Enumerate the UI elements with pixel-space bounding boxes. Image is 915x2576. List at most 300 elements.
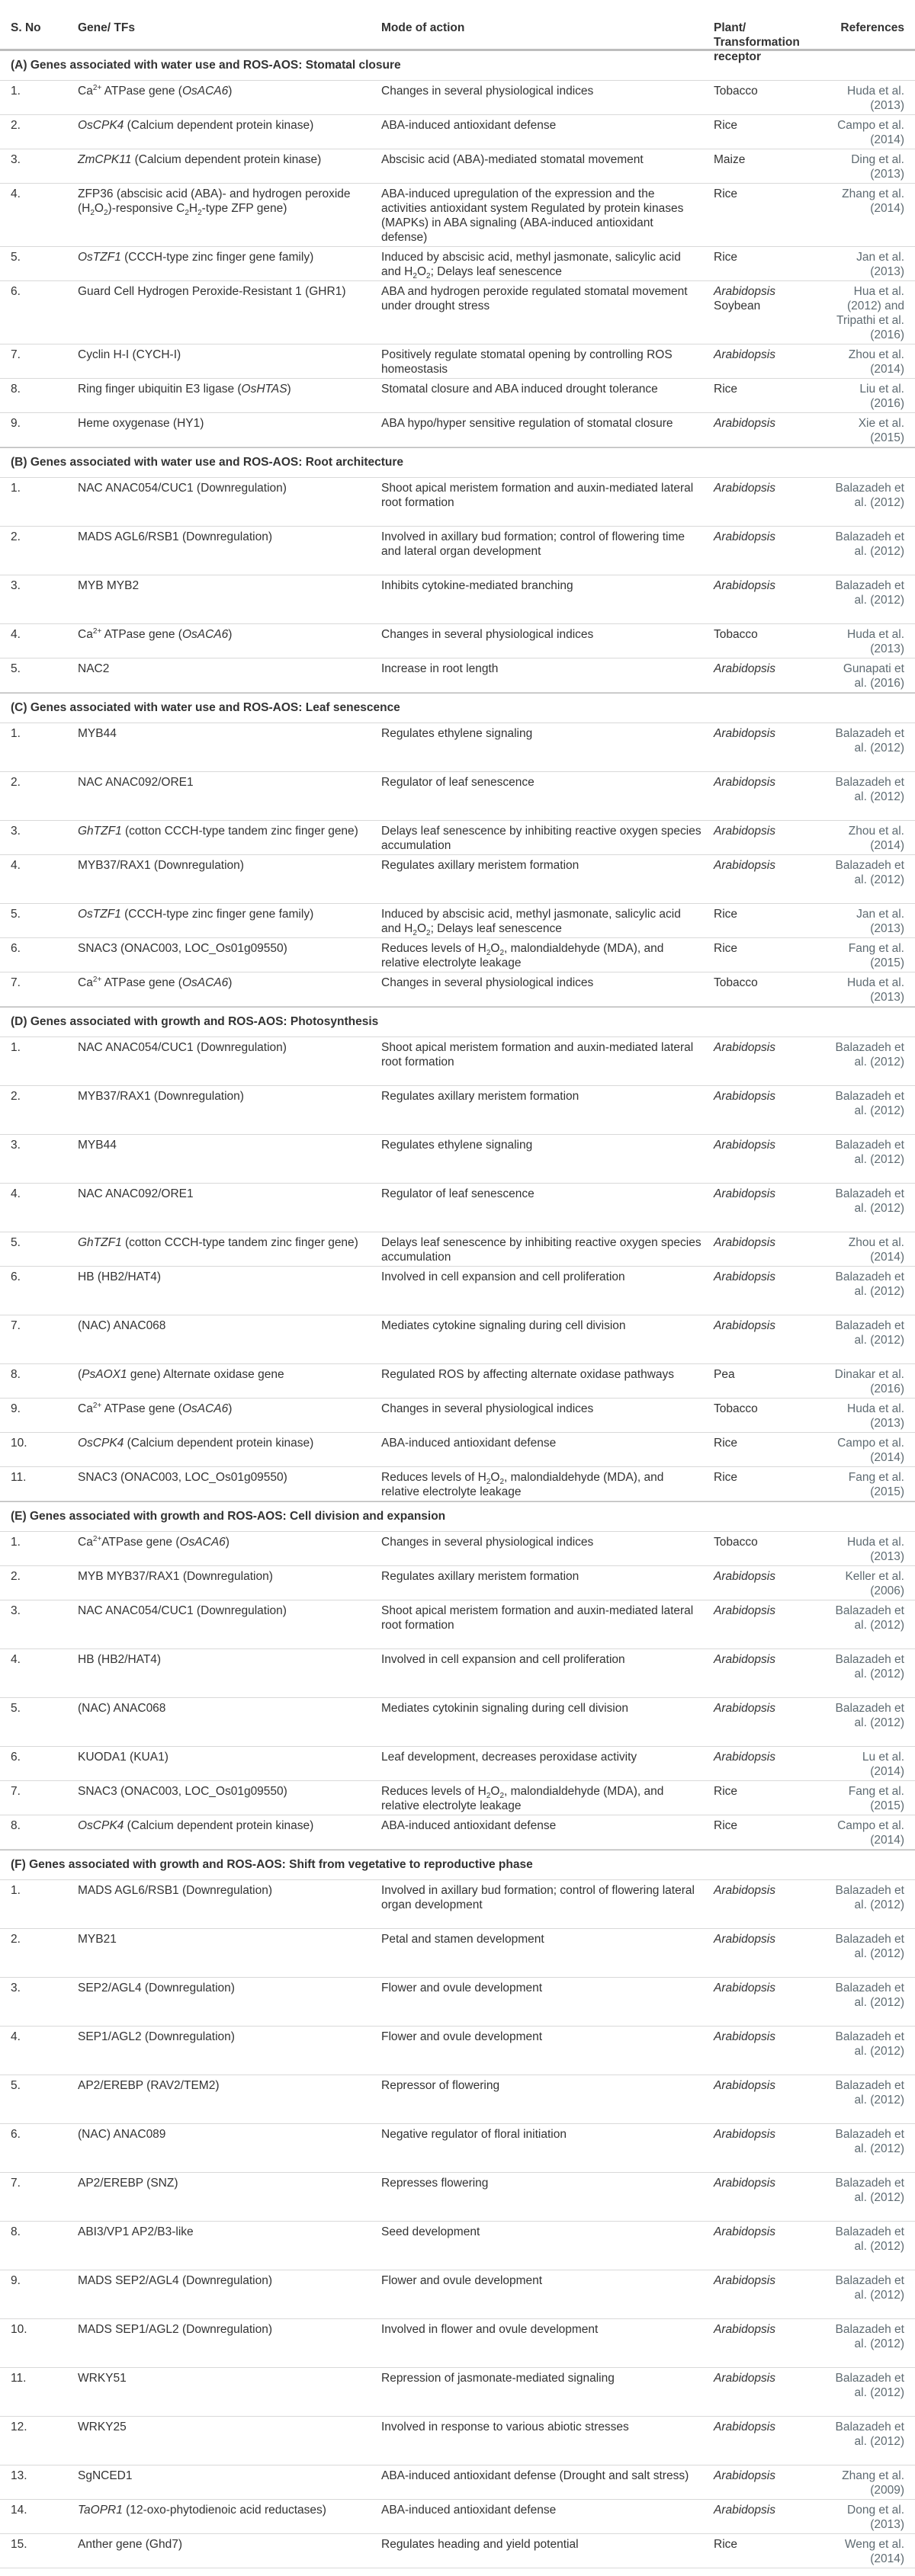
cell-plant: Rice bbox=[714, 1437, 738, 1450]
cell-mode: Flower and ovule development bbox=[381, 1982, 543, 1994]
table-body bbox=[0, 50, 915, 2568]
cell-ref: Huda et al. (2013) bbox=[847, 1536, 904, 1563]
table-row bbox=[0, 723, 915, 772]
cell-gene: SgNCED1 bbox=[78, 2469, 133, 2482]
cell-plant: Pea bbox=[714, 1368, 735, 1381]
cell-sno: 6. bbox=[11, 1270, 21, 1283]
cell-sno: 3. bbox=[11, 579, 21, 592]
table-row bbox=[0, 281, 915, 344]
table-row bbox=[0, 115, 915, 149]
cell-sno: 2. bbox=[11, 119, 21, 132]
cell-sno: 2. bbox=[11, 1090, 21, 1103]
cell-gene: MYB21 bbox=[78, 1933, 117, 1946]
cell-mode: Regulates heading and yield potential bbox=[381, 2538, 579, 2551]
cell-plant: Arabidopsis bbox=[714, 1090, 775, 1103]
cell-plant: Arabidopsis bbox=[714, 2274, 775, 2287]
cell-ref: Huda et al. (2013) bbox=[847, 628, 904, 655]
cell-sno: 5. bbox=[11, 908, 21, 921]
cell-ref: Balazadeh et al. (2012) bbox=[835, 1653, 904, 1680]
cell-ref: Balazadeh et al. (2012) bbox=[835, 1702, 904, 1729]
cell-ref: Balazadeh et al. (2012) bbox=[835, 2372, 904, 2399]
table-row bbox=[0, 247, 915, 281]
cell-gene: NAC ANAC054/CUC1 (Downregulation) bbox=[78, 1041, 287, 1054]
cell-plant: Arabidopsis bbox=[714, 1041, 775, 1054]
table-row bbox=[0, 1781, 915, 1815]
cell-sno: 3. bbox=[11, 1139, 21, 1152]
cell-ref: Balazadeh et al. (2012) bbox=[835, 776, 904, 803]
table-row bbox=[0, 1467, 915, 1501]
table-row bbox=[0, 1184, 915, 1232]
cell-plant: Arabidopsis bbox=[714, 2323, 775, 2336]
cell-mode: Shoot apical meristem formation and auxin-mediated lateral root formation bbox=[381, 482, 694, 509]
cell-plant: Arabidopsis bbox=[714, 2128, 775, 2141]
cell-ref: Campo et al. (2014) bbox=[837, 1819, 904, 1847]
cell-ref: Ding et al. (2013) bbox=[851, 153, 904, 181]
cell-gene: NAC ANAC054/CUC1 (Downregulation) bbox=[78, 482, 287, 495]
cell-sno: 1. bbox=[11, 1041, 21, 1054]
table-row bbox=[0, 1815, 915, 1850]
cell-plant: Arabidopsis bbox=[714, 2177, 775, 2190]
cell-plant: Tobacco bbox=[714, 1402, 758, 1415]
cell-sno: 2. bbox=[11, 1933, 21, 1946]
cell-gene: $Ca^{2+}$ ATPase gene (OsACA6) bbox=[78, 626, 233, 641]
cell-ref: Balazadeh et al. (2012) bbox=[835, 2030, 904, 2058]
cell-mode: ABA and hydrogen peroxide regulated stomatal movement under drought stress bbox=[381, 285, 688, 312]
cell-sno: 12. bbox=[11, 2421, 27, 2433]
cell-plant: Rice bbox=[714, 908, 738, 921]
cell-mode: ABA-induced antioxidant defense bbox=[381, 1437, 557, 1450]
cell-mode: Regulates ethylene signaling bbox=[381, 727, 533, 740]
cell-plant: Arabidopsis bbox=[714, 1139, 775, 1152]
cell-plant: Arabidopsis bbox=[714, 776, 775, 789]
cell-sno: 1. bbox=[11, 727, 21, 740]
cell-gene: Guard Cell Hydrogen Peroxide-Resistant 1 (GHR1) bbox=[78, 285, 346, 298]
table-row bbox=[0, 1315, 915, 1364]
cell-mode: ABA hypo/hyper sensitive regulation of stomatal closure bbox=[381, 417, 673, 430]
cell-ref: Dinakar et al. (2016) bbox=[834, 1368, 904, 1395]
section-title: (C) Genes associated with water use and ROS-AOS: Leaf senescence bbox=[11, 701, 400, 714]
cell-gene: WRKY51 bbox=[78, 2372, 127, 2385]
cell-plant: Arabidopsis bbox=[714, 348, 775, 361]
table-row bbox=[0, 772, 915, 821]
table-row bbox=[0, 184, 915, 247]
cell-plant: Arabidopsis bbox=[714, 417, 775, 430]
cell-gene: OsCPK4 (Calcium dependent protein kinase) bbox=[78, 1437, 314, 1450]
cell-sno: 3. bbox=[11, 1604, 21, 1617]
cell-sno: 11. bbox=[11, 1471, 27, 1484]
cell-ref: Balazadeh et al. (2012) bbox=[835, 2079, 904, 2107]
cell-plant: Arabidopsis bbox=[714, 1933, 775, 1946]
cell-sno: 6. bbox=[11, 2128, 21, 2141]
cell-plant: Rice bbox=[714, 1471, 738, 1484]
cell-sno: 9. bbox=[11, 2274, 21, 2287]
cell-gene: MYB MYB37/RAX1 (Downregulation) bbox=[78, 1570, 273, 1583]
table-row bbox=[0, 1267, 915, 1315]
cell-sno: 10. bbox=[11, 1437, 27, 1450]
header-sno: S. No bbox=[11, 21, 41, 34]
cell-mode: Changes in several physiological indices bbox=[381, 976, 594, 989]
cell-mode: Positively regulate stomatal opening by controlling ROS homeostasis bbox=[381, 348, 673, 376]
cell-mode: Mediates cytokine signaling during cell division bbox=[381, 1319, 626, 1332]
section-title: (F) Genes associated with growth and ROS-AOS: Shift from vegetative to reproductive phase bbox=[11, 1858, 533, 1871]
cell-gene: MADS AGL6/RSB1 (Downregulation) bbox=[78, 530, 273, 543]
cell-gene: OsCPK4 (Calcium dependent protein kinase) bbox=[78, 1819, 314, 1832]
cell-ref: Balazadeh et al. (2012) bbox=[835, 2323, 904, 2350]
table-row bbox=[0, 1649, 915, 1698]
cell-gene: ABI3/VP1 AP2/B3-like bbox=[78, 2225, 194, 2238]
cell-plant: Arabidopsis bbox=[714, 579, 775, 592]
table-row bbox=[0, 2222, 915, 2270]
cell-plant: Tobacco bbox=[714, 976, 758, 989]
cell-ref: Balazadeh et al. (2012) bbox=[835, 2274, 904, 2302]
cell-mode: Abscisic acid (ABA)-mediated stomatal movement bbox=[381, 153, 644, 166]
cell-ref: Balazadeh et al. (2012) bbox=[835, 1982, 904, 2009]
cell-mode: Reduces levels of $H_2O_2$, malondialdehyde (MDA), and relative electrolyte leakage bbox=[381, 1471, 664, 1498]
cell-plant: Arabidopsis bbox=[714, 1653, 775, 1666]
cell-ref: Balazadeh et al. (2012) bbox=[835, 2421, 904, 2448]
cell-plant: Arabidopsis bbox=[714, 1270, 775, 1283]
cell-gene: (PsAOX1 gene) Alternate oxidase gene bbox=[78, 1368, 284, 1381]
cell-plant: Arabidopsis bbox=[714, 482, 775, 495]
table-row bbox=[0, 2075, 915, 2124]
cell-ref: Hua et al. (2012) and Tripathi et al. (2016) bbox=[836, 285, 904, 341]
cell-plant: Tobacco bbox=[714, 628, 758, 641]
table-row bbox=[0, 1232, 915, 1267]
cell-mode: ABA-induced antioxidant defense (Drought and salt stress) bbox=[381, 2469, 689, 2482]
cell-sno: 3. bbox=[11, 153, 21, 166]
cell-mode: ABA-induced antioxidant defense bbox=[381, 1819, 557, 1832]
cell-sno: 15. bbox=[11, 2538, 27, 2551]
cell-gene: NAC ANAC054/CUC1 (Downregulation) bbox=[78, 1604, 287, 1617]
cell-plant: Arabidopsis bbox=[714, 859, 775, 872]
cell-sno: 5. bbox=[11, 251, 21, 264]
cell-sno: 3. bbox=[11, 1982, 21, 1994]
section-title: (E) Genes associated with growth and ROS-AOS: Cell division and expansion bbox=[11, 1510, 446, 1523]
cell-ref: Balazadeh et al. (2012) bbox=[835, 2177, 904, 2204]
cell-ref: Huda et al. (2013) bbox=[847, 1402, 904, 1430]
cell-plant: Arabidopsis bbox=[714, 1604, 775, 1617]
cell-sno: 2. bbox=[11, 776, 21, 789]
cell-plant: Arabidopsis bbox=[714, 530, 775, 543]
cell-mode: Shoot apical meristem formation and auxin-mediated lateral root formation bbox=[381, 1041, 694, 1069]
cell-ref: Balazadeh et al. (2012) bbox=[835, 859, 904, 886]
table-row bbox=[0, 1037, 915, 1086]
cell-mode: Flower and ovule development bbox=[381, 2030, 543, 2043]
cell-mode: Represses flowering bbox=[381, 2177, 489, 2190]
cell-ref: Weng et al. (2014) bbox=[844, 2538, 904, 2565]
cell-gene: (NAC) ANAC068 bbox=[78, 1702, 166, 1715]
table-row bbox=[0, 1978, 915, 2027]
cell-gene: NAC2 bbox=[78, 662, 110, 675]
table-row bbox=[0, 1566, 915, 1600]
cell-gene: KUODA1 (KUA1) bbox=[78, 1751, 169, 1764]
cell-mode: Seed development bbox=[381, 2225, 480, 2238]
cell-gene: (NAC) ANAC068 bbox=[78, 1319, 166, 1332]
cell-gene: Cyclin H-I (CYCH-I) bbox=[78, 348, 181, 361]
cell-sno: 1. bbox=[11, 85, 21, 98]
cell-sno: 4. bbox=[11, 1187, 21, 1200]
cell-ref: Zhou et al. (2014) bbox=[848, 1236, 904, 1264]
cell-sno: 6. bbox=[11, 942, 21, 955]
cell-gene: $Ca^{2+}$ ATPase gene (OsACA6) bbox=[78, 1401, 233, 1415]
table-row bbox=[0, 478, 915, 527]
cell-mode: Reduces levels of $H_2O_2$, malondialdehyde (MDA), and relative electrolyte leakage bbox=[381, 1785, 664, 1812]
table-row bbox=[0, 379, 915, 413]
cell-gene: NAC ANAC092/ORE1 bbox=[78, 1187, 194, 1200]
cell-plant: Arabidopsis bbox=[714, 727, 775, 740]
cell-ref: Xie et al. (2015) bbox=[858, 417, 904, 444]
cell-mode: Regulates ethylene signaling bbox=[381, 1139, 533, 1152]
table-row bbox=[0, 1600, 915, 1649]
table-row bbox=[0, 1399, 915, 1433]
cell-gene: WRKY25 bbox=[78, 2421, 127, 2433]
cell-ref: Zhou et al. (2014) bbox=[848, 825, 904, 852]
table-row bbox=[0, 1135, 915, 1184]
cell-ref: Fang et al. (2015) bbox=[848, 1785, 904, 1812]
cell-ref: Balazadeh et al. (2012) bbox=[835, 1041, 904, 1069]
table-row bbox=[0, 1433, 915, 1467]
cell-ref: Jan et al. (2013) bbox=[856, 251, 904, 278]
table-row bbox=[0, 2124, 915, 2173]
cell-sno: 4. bbox=[11, 187, 21, 200]
table-row bbox=[0, 1880, 915, 1929]
cell-gene: HB (HB2/HAT4) bbox=[78, 1653, 162, 1666]
cell-sno: 4. bbox=[11, 1653, 21, 1666]
cell-mode: Regulator of leaf senescence bbox=[381, 776, 535, 789]
table-row bbox=[0, 624, 915, 658]
cell-sno: 10. bbox=[11, 2323, 27, 2336]
table-row bbox=[0, 904, 915, 938]
cell-gene: $Ca^{2+}$ ATPase gene (OsACA6) bbox=[78, 975, 233, 989]
cell-mode: Mediates cytokinin signaling during cell division bbox=[381, 1702, 628, 1715]
table-row bbox=[0, 2500, 915, 2534]
cell-sno: 4. bbox=[11, 2030, 21, 2043]
cell-gene: GhTZF1 (cotton CCCH-type tandem zinc finger gene) bbox=[78, 1236, 358, 1249]
cell-sno: 5. bbox=[11, 1702, 21, 1715]
cell-gene: OsTZF1 (CCCH-type zinc finger gene family) bbox=[78, 908, 314, 921]
cell-plant: Rice bbox=[714, 383, 738, 396]
table-row bbox=[0, 1929, 915, 1978]
cell-plant: Arabidopsis Soybean bbox=[714, 285, 775, 312]
cell-ref: Balazadeh et al. (2012) bbox=[835, 1319, 904, 1347]
cell-mode: Delays leaf senescence by inhibiting reactive oxygen species accumulation bbox=[381, 825, 702, 852]
table-row bbox=[0, 1698, 915, 1747]
cell-ref: Balazadeh et al. (2012) bbox=[835, 1604, 904, 1632]
cell-gene: MYB MYB2 bbox=[78, 579, 140, 592]
cell-gene: Ring finger ubiquitin E3 ligase (OsHTAS) bbox=[78, 383, 291, 396]
cell-plant: Arabidopsis bbox=[714, 1884, 775, 1897]
cell-plant: Tobacco bbox=[714, 85, 758, 98]
cell-mode: ABA-induced antioxidant defense bbox=[381, 2504, 557, 2517]
cell-sno: 7. bbox=[11, 976, 21, 989]
cell-mode: Negative regulator of floral initiation bbox=[381, 2128, 567, 2141]
cell-plant: Arabidopsis bbox=[714, 1187, 775, 1200]
cell-mode: Involved in axillary bud formation; control of flowering time and lateral organ development bbox=[381, 530, 685, 558]
cell-plant: Arabidopsis bbox=[714, 1982, 775, 1994]
cell-gene: (NAC) ANAC089 bbox=[78, 2128, 166, 2141]
cell-mode: Regulator of leaf senescence bbox=[381, 1187, 535, 1200]
cell-ref: Balazadeh et al. (2012) bbox=[835, 2225, 904, 2253]
cell-gene: AP2/EREBP (SNZ) bbox=[78, 2177, 178, 2190]
cell-gene: $Ca^{2+}ATPase$ gene (OsACA6) bbox=[78, 1534, 230, 1549]
cell-plant: Arabidopsis bbox=[714, 1702, 775, 1715]
section-header bbox=[0, 1007, 915, 1037]
cell-mode: Inhibits cytokine-mediated branching bbox=[381, 579, 573, 592]
section-title: (D) Genes associated with growth and ROS-AOS: Photosynthesis bbox=[11, 1015, 379, 1028]
cell-ref: Campo et al. (2014) bbox=[837, 1437, 904, 1464]
cell-ref: Campo et al. (2014) bbox=[837, 119, 904, 146]
cell-gene: OsCPK4 (Calcium dependent protein kinase) bbox=[78, 119, 314, 132]
cell-ref: Lu et al. (2014) bbox=[862, 1751, 904, 1778]
table-row bbox=[0, 2465, 915, 2500]
table-row bbox=[0, 2368, 915, 2417]
header-gene: Gene/ TFs bbox=[78, 21, 135, 34]
cell-ref: Fang et al. (2015) bbox=[848, 942, 904, 969]
cell-sno: 8. bbox=[11, 1819, 21, 1832]
cell-plant: Rice bbox=[714, 187, 738, 200]
cell-mode: Involved in flower and ovule development bbox=[381, 2323, 599, 2336]
cell-mode: Involved in response to various abiotic stresses bbox=[381, 2421, 629, 2433]
cell-mode: Regulates axillary meristem formation bbox=[381, 1570, 580, 1583]
cell-mode: Induced by abscisic acid, methyl jasmonate, salicylic acid and $H_2O_2$; Delays leaf senescence bbox=[381, 251, 681, 281]
cell-plant: Arabidopsis bbox=[714, 1570, 775, 1583]
cell-sno: 2. bbox=[11, 1570, 21, 1583]
cell-plant: Arabidopsis bbox=[714, 2030, 775, 2043]
cell-mode: Changes in several physiological indices bbox=[381, 628, 594, 641]
cell-sno: 1. bbox=[11, 1536, 21, 1549]
cell-gene: GhTZF1 (cotton CCCH-type tandem zinc finger gene) bbox=[78, 825, 358, 838]
table-row bbox=[0, 413, 915, 447]
section-header bbox=[0, 1501, 915, 1532]
table-row bbox=[0, 821, 915, 855]
section-title: (B) Genes associated with water use and ROS-AOS: Root architecture bbox=[11, 456, 404, 469]
cell-ref: Zhang et al. (2014) bbox=[842, 187, 904, 215]
cell-gene: ZFP36 (abscisic acid (ABA)- and hydrogen peroxide $(H_2O_2)$-responsive $C_2H_2$-type ZFP gene) bbox=[78, 187, 351, 218]
cell-gene: MADS SEP2/AGL4 (Downregulation) bbox=[78, 2274, 273, 2287]
cell-gene: Anther gene (Ghd7) bbox=[78, 2538, 183, 2551]
cell-sno: 8. bbox=[11, 2225, 21, 2238]
cell-gene: NAC ANAC092/ORE1 bbox=[78, 776, 194, 789]
cell-mode: Involved in cell expansion and cell proliferation bbox=[381, 1653, 625, 1666]
cell-mode: Regulates axillary meristem formation bbox=[381, 1090, 580, 1103]
cell-ref: Balazadeh et al. (2012) bbox=[835, 727, 904, 755]
cell-ref: Balazadeh et al. (2012) bbox=[835, 2128, 904, 2155]
cell-ref: Balazadeh et al. (2012) bbox=[835, 530, 904, 558]
cell-mode: Reduces levels of $H_2O_2$, malondialdehyde (MDA), and relative electrolyte leakage bbox=[381, 942, 664, 969]
cell-plant: Arabidopsis bbox=[714, 2469, 775, 2482]
cell-gene: SNAC3 (ONAC003, LOC_Os01g09550) bbox=[78, 942, 287, 955]
cell-sno: 8. bbox=[11, 383, 21, 396]
cell-sno: 14. bbox=[11, 2504, 27, 2517]
cell-mode: ABA-induced upregulation of the expression and the activities antioxidant system Regulated by protein kinases (MAPKs) in ABA signaling (ABA-induced antioxidant defense) bbox=[381, 187, 684, 244]
cell-mode: Stomatal closure and ABA induced drought tolerance bbox=[381, 383, 658, 396]
table-row bbox=[0, 972, 915, 1007]
cell-sno: 1. bbox=[11, 482, 21, 495]
cell-plant: Arabidopsis bbox=[714, 825, 775, 838]
cell-ref: Gunapati et al. (2016) bbox=[843, 662, 904, 690]
cell-sno: 13. bbox=[11, 2469, 27, 2482]
table-row bbox=[0, 344, 915, 379]
cell-gene: $Ca^{2+}$ ATPase gene (OsACA6) bbox=[78, 83, 233, 98]
cell-mode: Changes in several physiological indices bbox=[381, 1536, 594, 1549]
cell-plant: Rice bbox=[714, 1819, 738, 1832]
cell-sno: 7. bbox=[11, 2177, 21, 2190]
cell-gene: MYB44 bbox=[78, 727, 117, 740]
cell-ref: Zhang et al. (2009) bbox=[842, 2469, 904, 2497]
cell-plant: Arabidopsis bbox=[714, 1319, 775, 1332]
table-header bbox=[0, 6, 915, 63]
cell-plant: Rice bbox=[714, 251, 738, 264]
table-row bbox=[0, 1364, 915, 1399]
table-row bbox=[0, 2270, 915, 2319]
cell-sno: 7. bbox=[11, 1319, 21, 1332]
cell-ref: Balazadeh et al. (2012) bbox=[835, 1884, 904, 1911]
table-row bbox=[0, 149, 915, 184]
cell-ref: Huda et al. (2013) bbox=[847, 976, 904, 1004]
cell-mode: Changes in several physiological indices bbox=[381, 85, 594, 98]
cell-gene: HB (HB2/HAT4) bbox=[78, 1270, 162, 1283]
cell-mode: Repression of jasmonate-mediated signaling bbox=[381, 2372, 615, 2385]
cell-plant: Rice bbox=[714, 942, 738, 955]
cell-mode: Petal and stamen development bbox=[381, 1933, 544, 1946]
cell-ref: Balazadeh et al. (2012) bbox=[835, 1090, 904, 1117]
cell-ref: Dong et al. (2013) bbox=[847, 2504, 904, 2531]
table-row bbox=[0, 658, 915, 693]
cell-sno: 9. bbox=[11, 417, 21, 430]
cell-ref: Balazadeh et al. (2012) bbox=[835, 1139, 904, 1166]
cell-mode: Regulates axillary meristem formation bbox=[381, 859, 580, 872]
cell-ref: Fang et al. (2015) bbox=[848, 1471, 904, 1498]
cell-mode: Induced by abscisic acid, methyl jasmonate, salicylic acid and $H_2O_2$; Delays leaf senescence bbox=[381, 908, 681, 938]
cell-plant: Tobacco bbox=[714, 1536, 758, 1549]
cell-mode: Shoot apical meristem formation and auxin-mediated lateral root formation bbox=[381, 1604, 694, 1632]
cell-mode: Flower and ovule development bbox=[381, 2274, 543, 2287]
cell-gene: MYB44 bbox=[78, 1139, 117, 1152]
cell-mode: Increase in root length bbox=[381, 662, 499, 675]
table-row bbox=[0, 527, 915, 575]
cell-gene: MADS AGL6/RSB1 (Downregulation) bbox=[78, 1884, 273, 1897]
cell-plant: Arabidopsis bbox=[714, 2504, 775, 2517]
cell-mode: Leaf development, decreases peroxidase activity bbox=[381, 1751, 637, 1764]
cell-plant: Arabidopsis bbox=[714, 1236, 775, 1249]
cell-sno: 2. bbox=[11, 530, 21, 543]
cell-mode: Delays leaf senescence by inhibiting reactive oxygen species accumulation bbox=[381, 1236, 702, 1264]
cell-ref: Balazadeh et al. (2012) bbox=[835, 482, 904, 509]
cell-plant: Maize bbox=[714, 153, 746, 166]
cell-ref: Huda et al. (2013) bbox=[847, 85, 904, 112]
table-row bbox=[0, 938, 915, 972]
cell-gene: SNAC3 (ONAC003, LOC_Os01g09550) bbox=[78, 1785, 287, 1798]
cell-sno: 11. bbox=[11, 2372, 27, 2385]
table-row bbox=[0, 1086, 915, 1135]
cell-sno: 5. bbox=[11, 2079, 21, 2092]
cell-sno: 1. bbox=[11, 1884, 21, 1897]
cell-ref: Balazadeh et al. (2012) bbox=[835, 1933, 904, 1960]
cell-plant: Rice bbox=[714, 119, 738, 132]
cell-gene: TaOPR1 (12-oxo-phytodienoic acid reductases) bbox=[78, 2504, 326, 2517]
table-row bbox=[0, 81, 915, 115]
cell-plant: Arabidopsis bbox=[714, 662, 775, 675]
header-mode: Mode of action bbox=[381, 21, 465, 34]
cell-gene: MADS SEP1/AGL2 (Downregulation) bbox=[78, 2323, 273, 2336]
cell-sno: 4. bbox=[11, 859, 21, 872]
cell-gene: MYB37/RAX1 (Downregulation) bbox=[78, 859, 244, 872]
cell-ref: Balazadeh et al. (2012) bbox=[835, 1270, 904, 1298]
cell-mode: Regulated ROS by affecting alternate oxidase pathways bbox=[381, 1368, 675, 1381]
cell-ref: Liu et al. (2016) bbox=[859, 383, 904, 410]
cell-mode: Involved in axillary bud formation; control of flowering lateral organ development bbox=[381, 1884, 695, 1911]
table-row bbox=[0, 2173, 915, 2222]
